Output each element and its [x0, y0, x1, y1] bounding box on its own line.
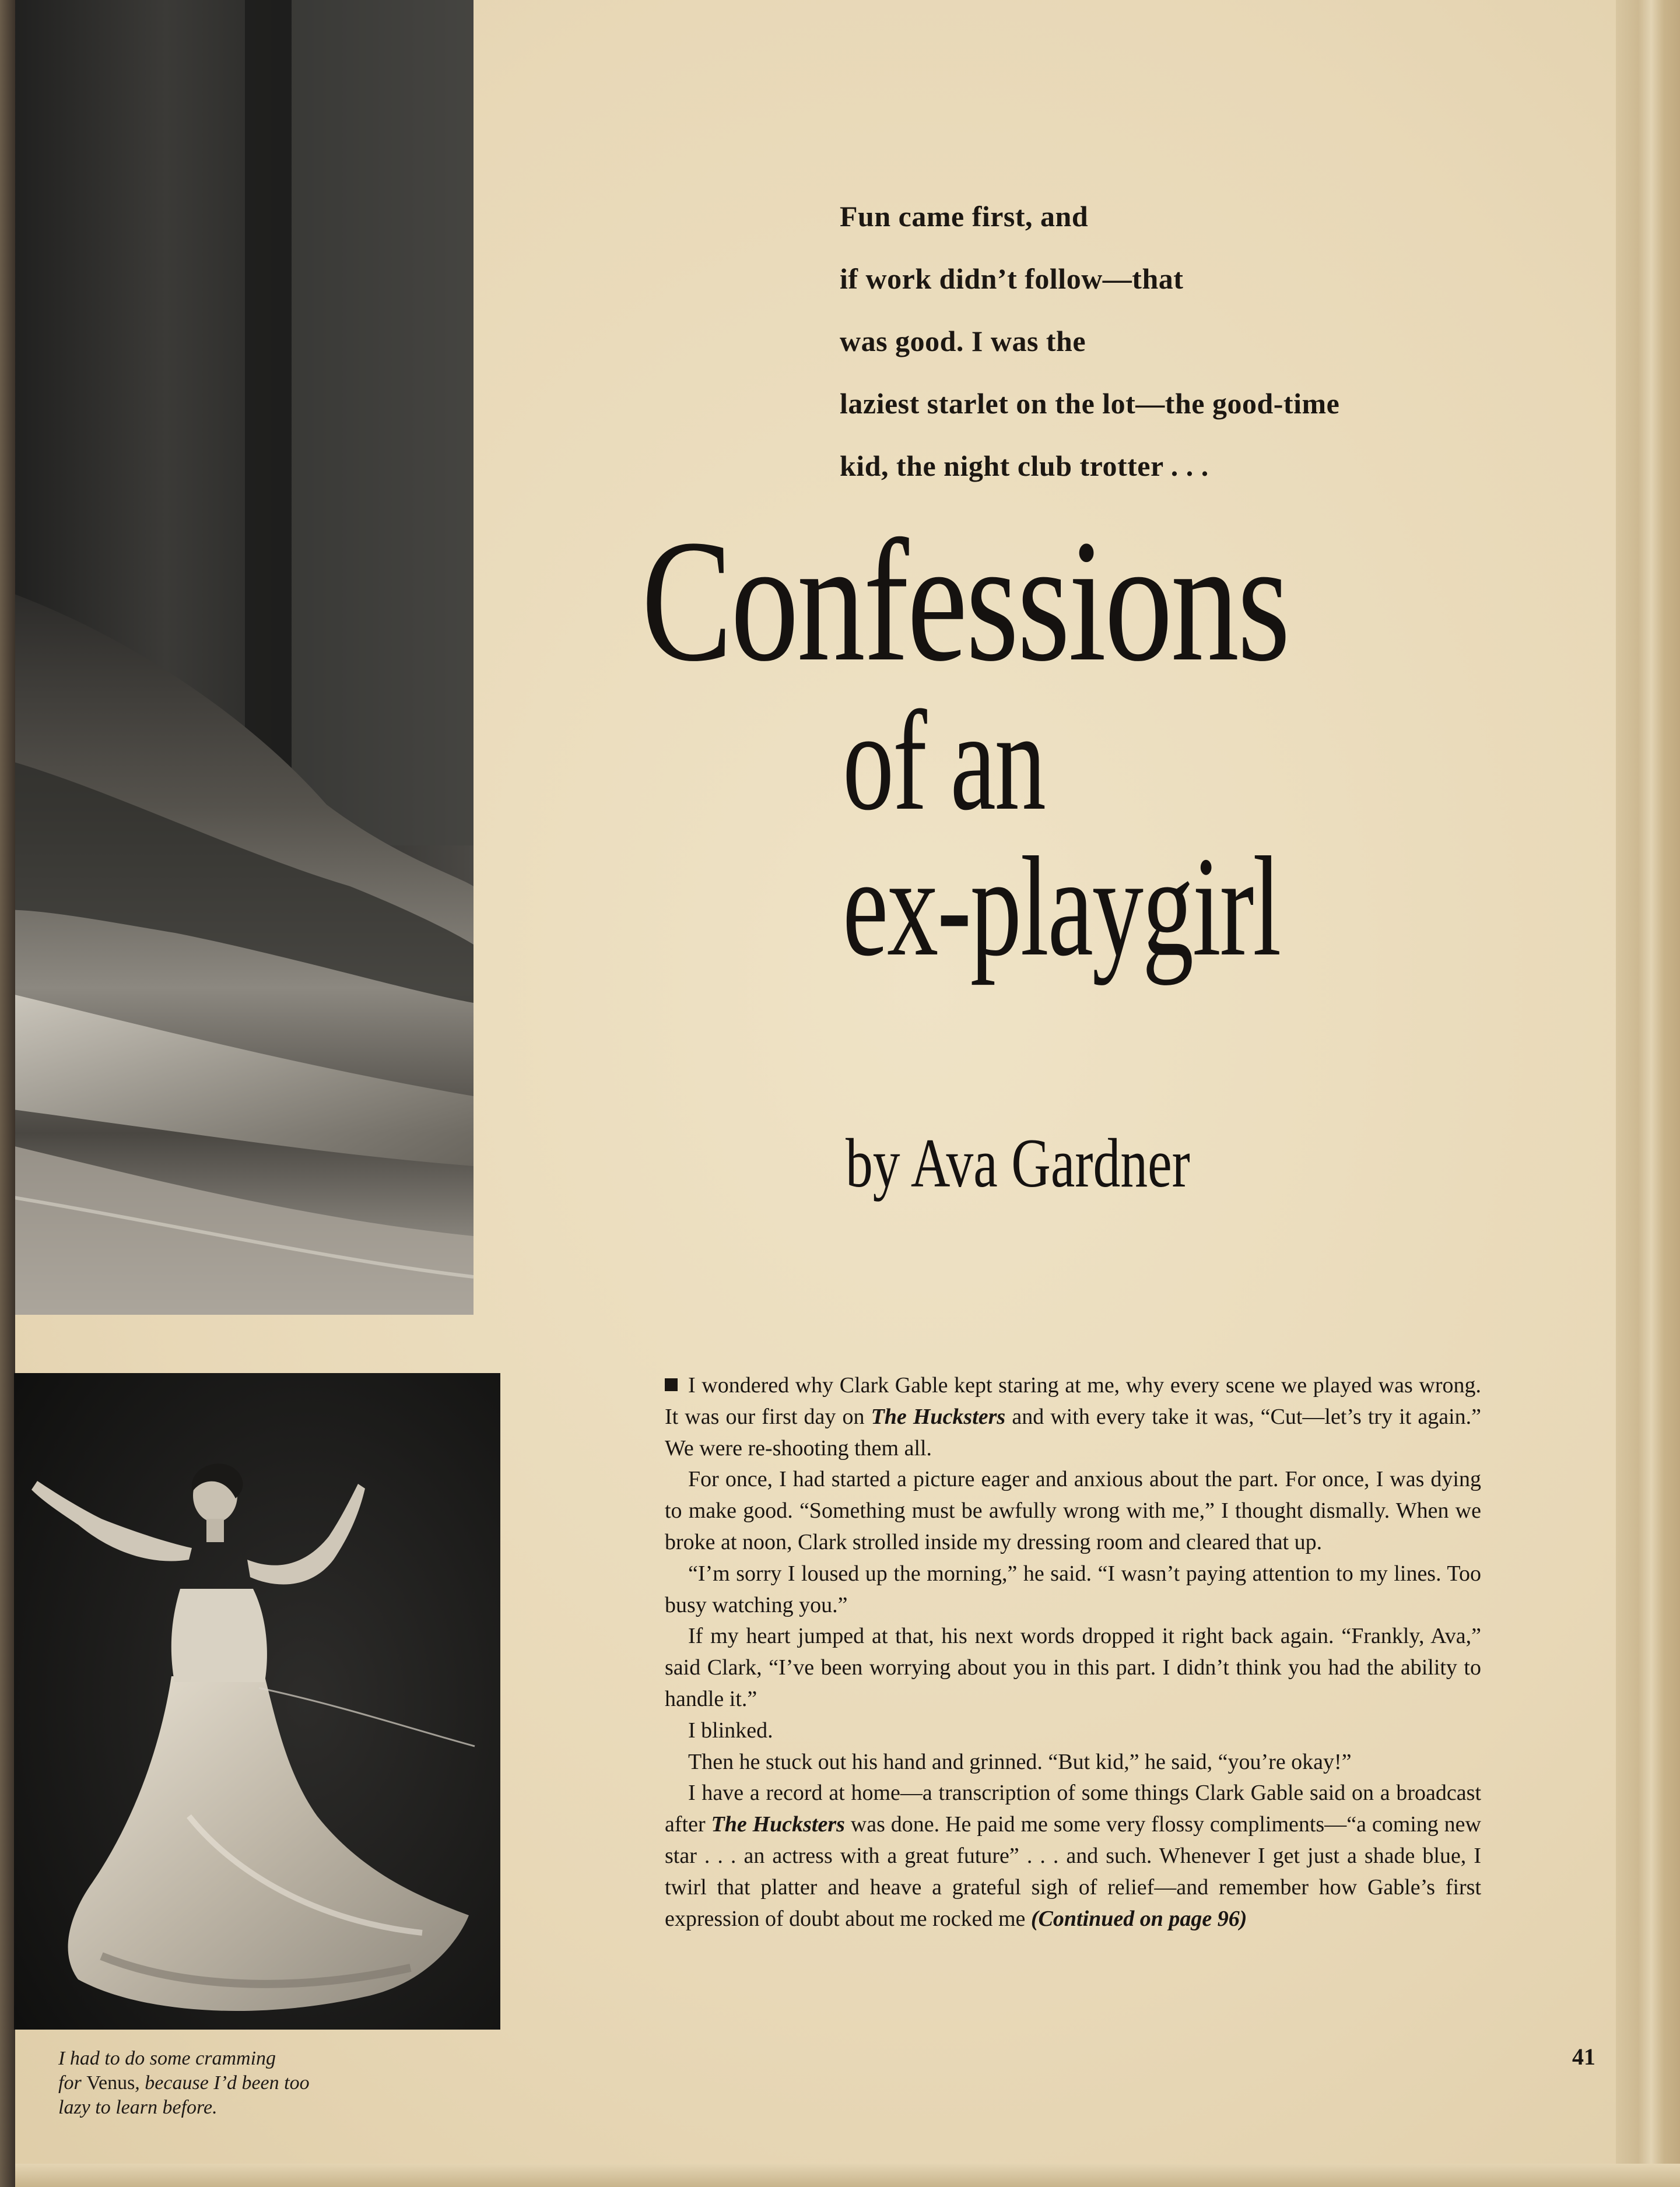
paragraph: “I’m sorry I loused up the morning,” he said. “I wasn’t paying attention to my lines. Too busy watching you.” — [665, 1561, 1481, 1617]
binding-gutter — [0, 0, 15, 2187]
intro-line: was good. I was the — [840, 325, 1086, 357]
film-title: The Hucksters — [871, 1404, 1006, 1429]
article-body — [665, 1370, 1481, 1935]
photo-caption — [58, 2046, 432, 2120]
paragraph: For once, I had started a picture eager and anxious about the part. For once, I was dying to make good. “Something must be awfully wrong with me,” I thought dismally. When we broke at noon, Clark strolled inside my dressing room and cleared that up. — [665, 1467, 1481, 1554]
paragraph: Then he stuck out his hand and grinned. “But kid,” he said, “you’re okay!” — [688, 1749, 1352, 1774]
byline: by Ava Gardner — [846, 1124, 1190, 1202]
intro-line: kid, the night club trotter . . . — [840, 450, 1209, 482]
page-edge-bottom — [0, 2164, 1680, 2187]
film-title: The Hucksters — [711, 1812, 845, 1837]
caption-line-1: I had to do some cramming — [58, 2048, 276, 2069]
intro-teaser — [840, 185, 1481, 497]
bullet-square-icon — [665, 1378, 678, 1391]
paragraph: If my heart jumped at that, his next words dropped it right back again. “Frankly, Ava,” said Clark, “I’ve been worrying about you in this part. I didn’t think you had the ability to handle it.” — [665, 1624, 1481, 1711]
intro-line: Fun came first, and — [840, 200, 1089, 233]
photo-dancing-woman — [14, 1373, 500, 2030]
caption-line-3: lazy to learn before. — [58, 2097, 218, 2118]
intro-line: if work didn’t follow—that — [840, 262, 1184, 295]
paragraph: I wondered why Clark Gable kept staring at me, why every scene we played was wrong. It was our first day on The Hucksters and with every take it was, “Cut—let’s try it again.” We were re-shooting them all. — [665, 1373, 1482, 1461]
page-number: 41 — [1572, 2044, 1595, 2070]
headline-line-2: of an — [843, 682, 1045, 840]
caption-line-2a: for — [58, 2072, 87, 2094]
continued-note: (Continued on page 96) — [1030, 1906, 1247, 1931]
paragraph: I have a record at home—a transcription of some things Clark Gable said on a broadcast after The Hucksters was done. He paid me some very flossy compliments—“a coming new star . . . an actress with a great future” . . . and such. Whenever I get just a shade blue, I twirl that platter and heave a grateful sigh of relief—and remember how Gable’s first expression of doubt about me rocked me (Continued on page 96) — [665, 1781, 1481, 1931]
photo-satin-dress — [0, 0, 474, 1315]
article-headline — [641, 504, 1633, 985]
intro-line: laziest starlet on the lot—the good-time — [840, 387, 1340, 420]
headline-line-1: Confessions — [641, 504, 1289, 697]
page-edge-right — [1616, 0, 1680, 2187]
paragraph: I blinked. — [688, 1718, 773, 1743]
headline-line-3: ex-playgirl — [843, 827, 1281, 985]
caption-line-2b: , because I’d been too — [135, 2072, 310, 2094]
caption-film-title: Venus — [86, 2072, 135, 2094]
